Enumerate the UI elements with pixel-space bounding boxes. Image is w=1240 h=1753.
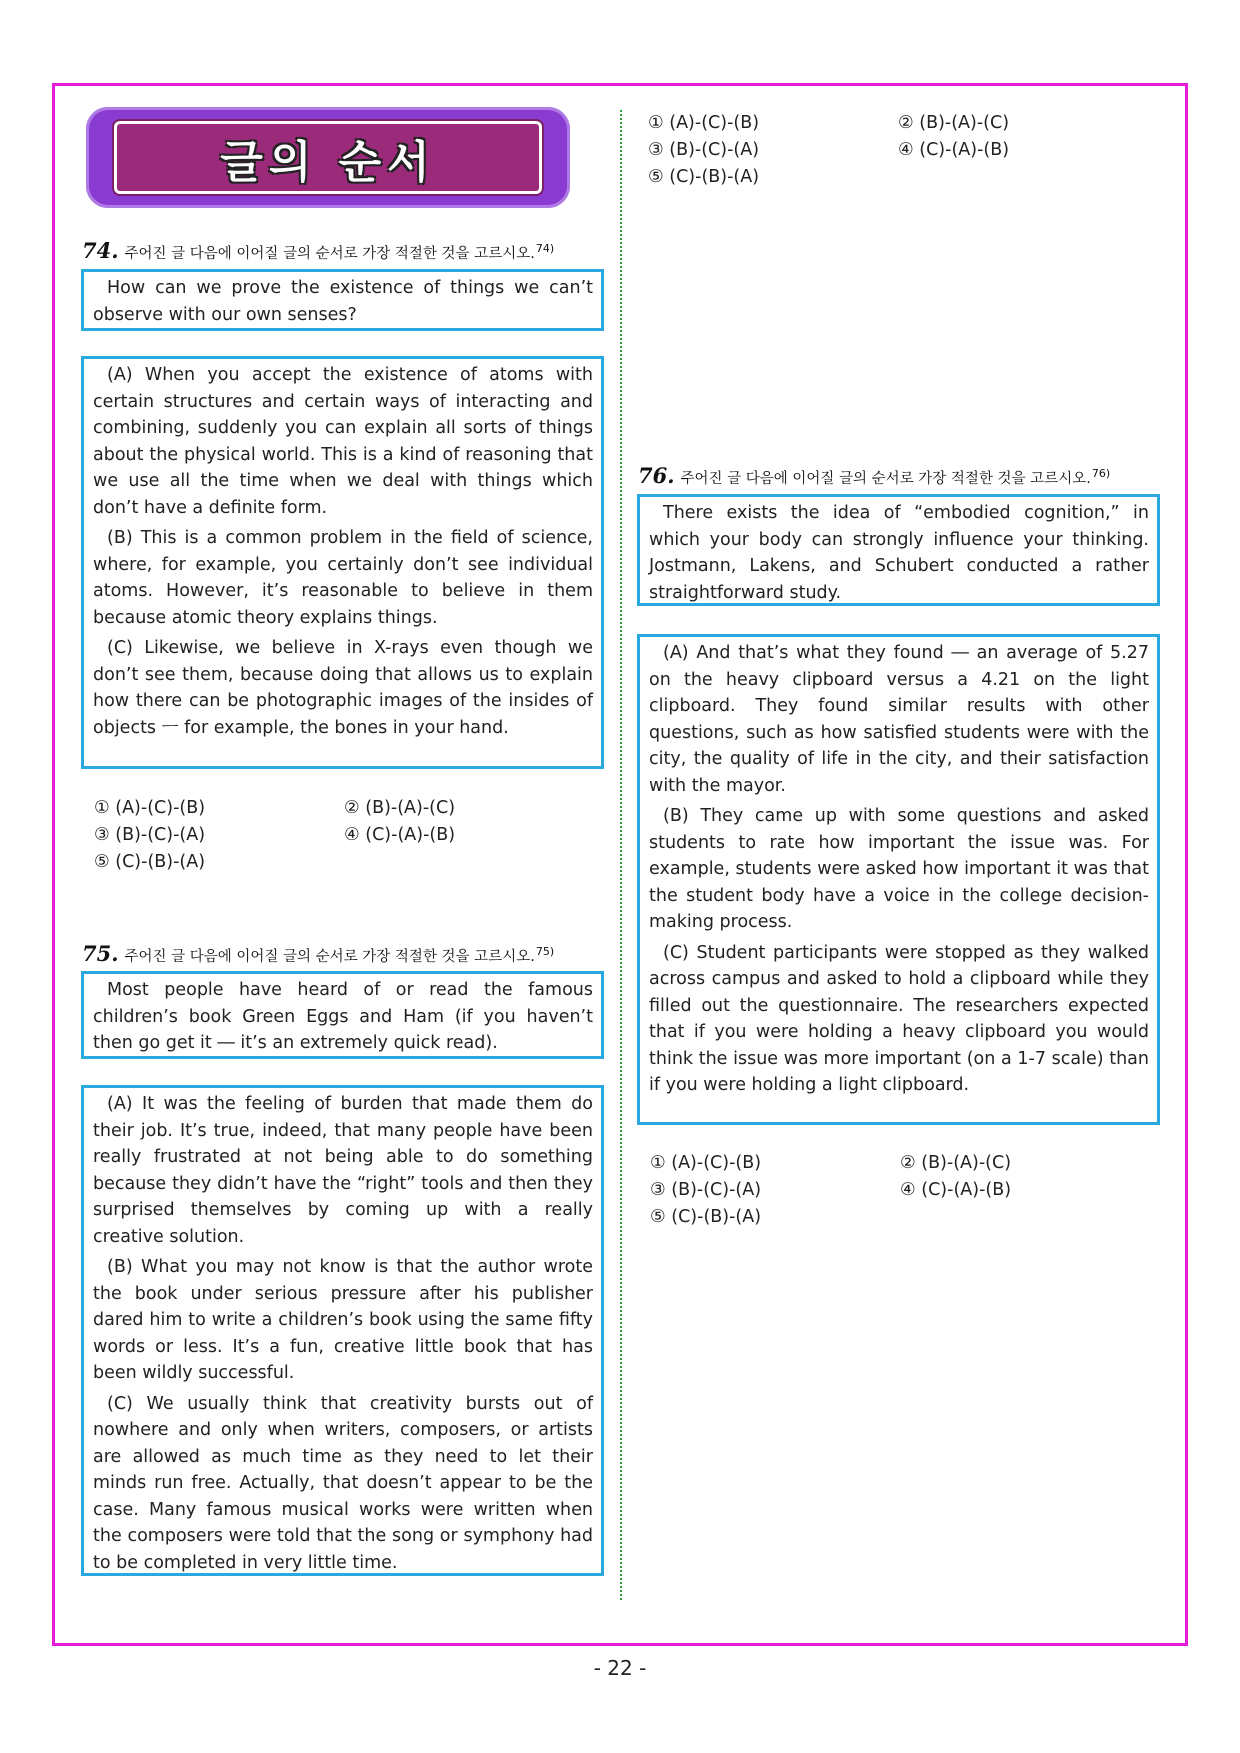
passage-b: (B) What you may not know is that the author wrote the book under serious pressure after his publisher dared him to write a children’s book using the same fifty words or less. It’s a fun, creative little book that has been wildly successful. — [93, 1257, 593, 1383]
choice-5[interactable]: ⑤ (C)-(B)-(A) — [94, 852, 206, 872]
question-74-choices — [94, 795, 594, 876]
section-title-inner — [114, 121, 542, 194]
question-76-header — [638, 463, 1110, 488]
choice-2[interactable]: ② (B)-(A)-(C) — [898, 113, 1010, 133]
passage-a: (A) When you accept the existence of atoms with certain structures and certain ways of interacting and combining, suddenly you can explain all sorts of things about the physical world. This is a kind of reasoning that we use all the time when we deal with things which don’t have a definite form. — [93, 365, 593, 518]
prev-question-choices — [648, 110, 1148, 191]
question-75-given-text: Most people have heard of or read the famous children’s book Green Eggs and Ham (if you haven’t then go get it ― it’s an extremely quick read). — [81, 971, 604, 1059]
choice-5[interactable]: ⑤ (C)-(B)-(A) — [648, 167, 760, 187]
question-instruction: 주어진 글 다음에 이어질 글의 순서로 가장 적절한 것을 고르시오.$^{76)}$ — [680, 467, 1111, 487]
question-instruction: 주어진 글 다음에 이어질 글의 순서로 가장 적절한 것을 고르시오.$^{75)}$ — [124, 945, 555, 965]
choice-3[interactable]: ③ (B)-(C)-(A) — [94, 825, 206, 845]
passage-c: (C) Likewise, we believe in X-rays even though we don’t see them, because doing that allows us to explain how there can be photographic images of the insides of objects ㅡ for example, the bones in your hand. — [93, 638, 593, 738]
question-instruction: 주어진 글 다음에 이어질 글의 순서로 가장 적절한 것을 고르시오.$^{74)}$ — [124, 242, 555, 262]
passage-c: (C) Student participants were stopped as they walked across campus and asked to hold a clipboard while they filled out the questionnaire. The researchers expected that if you were holding a heavy clipboard you would think the issue was more important (on a 1-7 scale) than if you were holding a light clipboard. — [649, 942, 1149, 1095]
question-74-given-text: How can we prove the existence of things we can’t observe with our own senses? — [81, 269, 604, 331]
question-74-header — [82, 238, 554, 263]
question-number: 76. — [638, 463, 675, 488]
choice-4[interactable]: ④ (C)-(A)-(B) — [344, 825, 456, 845]
question-76-choices — [650, 1150, 1150, 1231]
choice-4[interactable]: ④ (C)-(A)-(B) — [898, 140, 1010, 160]
choice-2[interactable]: ② (B)-(A)-(C) — [344, 798, 456, 818]
question-76-passages — [637, 634, 1160, 1125]
choice-5[interactable]: ⑤ (C)-(B)-(A) — [650, 1207, 762, 1227]
choice-3[interactable]: ③ (B)-(C)-(A) — [650, 1180, 762, 1200]
choice-1[interactable]: ① (A)-(C)-(B) — [94, 798, 206, 818]
question-number: 74. — [82, 238, 119, 263]
question-75-header — [82, 941, 554, 966]
choice-1[interactable]: ① (A)-(C)-(B) — [648, 113, 760, 133]
choice-1[interactable]: ① (A)-(C)-(B) — [650, 1153, 762, 1173]
question-76-given-text: There exists the idea of “embodied cognition,” in which your body can strongly influence your thinking. Jostmann, Lakens, and Schubert conducted a rather straightforward study. — [637, 494, 1160, 606]
passage-b: (B) They came up with some questions and asked students to rate how important the issue was. For example, students were asked how important it was that the student body have a voice in the college decision-making process. — [649, 806, 1149, 932]
passage-b: (B) This is a common problem in the field of science, where, for example, you certainly don’t see individual atoms. However, it’s reasonable to believe in them because atomic theory explains things. — [93, 528, 593, 628]
choice-3[interactable]: ③ (B)-(C)-(A) — [648, 140, 760, 160]
passage-a: (A) It was the feeling of burden that made them do their job. It’s true, indeed, that many people have been really frustrated at not being able to do something because they didn’t have the “right” tools and then they surprised themselves by coming up with a really creative solution. — [93, 1094, 593, 1247]
column-divider — [620, 110, 622, 1600]
choice-4[interactable]: ④ (C)-(A)-(B) — [900, 1180, 1012, 1200]
section-title-banner — [86, 107, 570, 208]
question-74-passages — [81, 356, 604, 769]
passage-c: (C) We usually think that creativity bursts out of nowhere and only when writers, composers, or artists are allowed as much time as they need to let their minds run free. Actually, that doesn’t appear to be the case. Many famous musical works were written when the composers were told that the song or symphony had to be completed in very little time. — [93, 1393, 593, 1573]
question-75-passages — [81, 1085, 604, 1576]
question-number: 75. — [82, 941, 119, 966]
passage-a: (A) And that’s what they found ― an average of 5.27 on the heavy clipboard versus a 4.21 on the light clipboard. They found similar results with other questions, such as how satisfied students were with the city, the quality of life in the city, and their satisfaction with the mayor. — [649, 643, 1149, 796]
page-number: - 22 - — [593, 1656, 647, 1680]
choice-2[interactable]: ② (B)-(A)-(C) — [900, 1153, 1012, 1173]
section-title: 글의 순서 — [220, 136, 436, 188]
